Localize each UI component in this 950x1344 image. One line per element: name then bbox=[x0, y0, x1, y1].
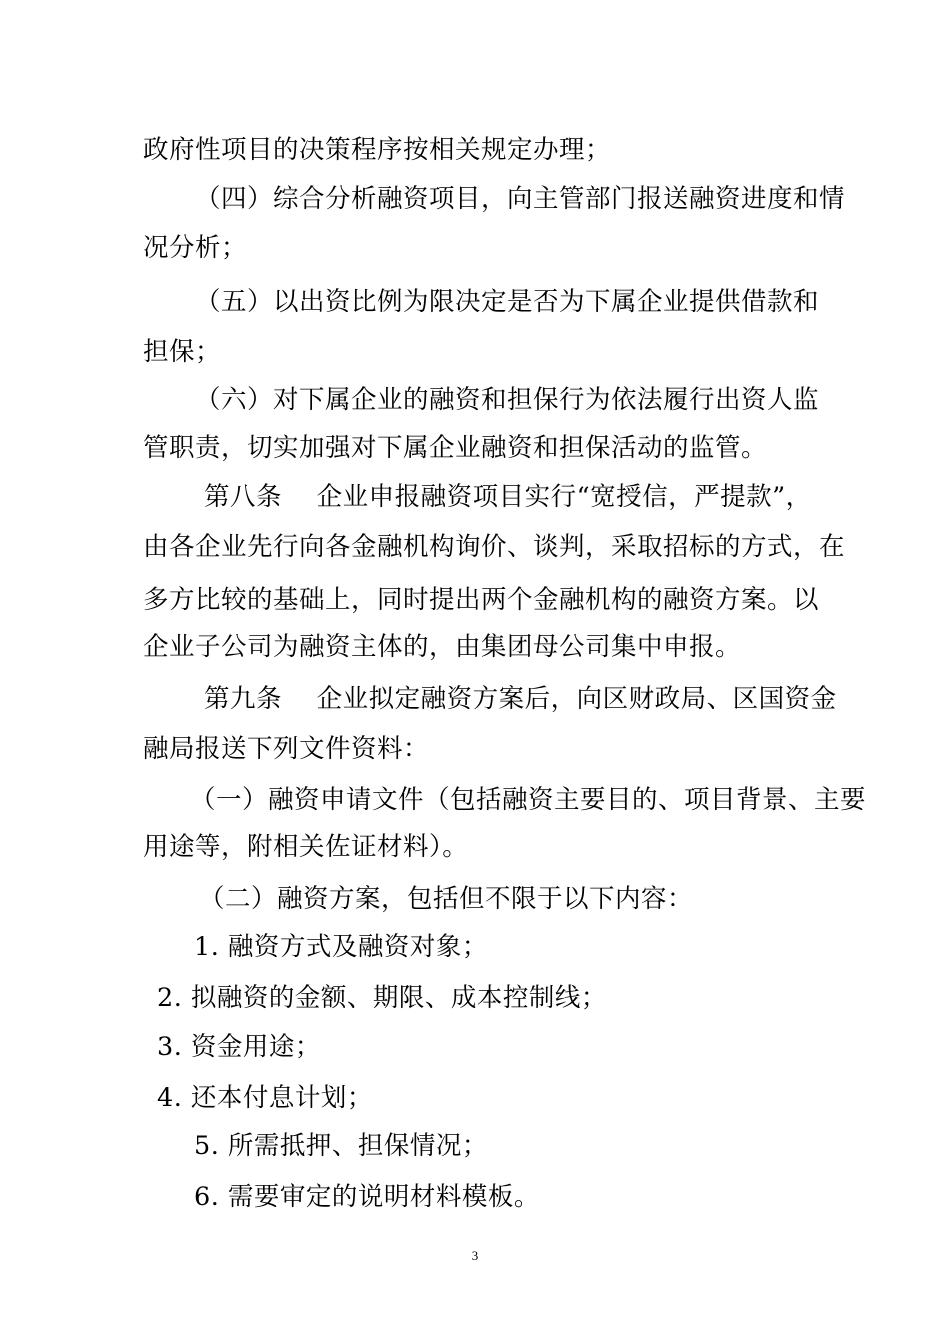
text-line: 融局报送下列文件资料： bbox=[143, 734, 430, 764]
text-line: （四）综合分析融资项目，向主管部门报送融资进度和情 bbox=[195, 184, 846, 214]
text-line: 管职责，切实加强对下属企业融资和担保活动的监管。 bbox=[143, 433, 768, 463]
text-line: （五）以出资比例为限决定是否为下属企业提供借款和 bbox=[195, 287, 820, 317]
text-line: 企业子公司为融资主体的，由集团母公司集中申报。 bbox=[143, 632, 742, 662]
text-line: 由各企业先行向各金融机构询价、谈判，采取招标的方式，在 bbox=[143, 532, 846, 562]
text-line: 6. 需要审定的说明材料模板。 bbox=[194, 1182, 540, 1212]
text-line: 第九条 企业拟定融资方案后，向区财政局、区国资金 bbox=[204, 684, 837, 714]
text-line: 2. 拟融资的金额、期限、成本控制线； bbox=[157, 983, 607, 1013]
text-line: 5. 所需抵押、担保情况； bbox=[194, 1131, 488, 1161]
text-line: 多方比较的基础上，同时提出两个金融机构的融资方案。以 bbox=[143, 585, 820, 615]
text-line: 政府性项目的决策程序按相关规定办理； bbox=[143, 135, 612, 165]
page-number: 3 bbox=[471, 1248, 479, 1263]
text-line: 4. 还本付息计划； bbox=[157, 1083, 373, 1113]
text-line: 担保； bbox=[143, 337, 222, 367]
text-line: 第八条 企业申报融资项目实行“宽授信，严提款”， bbox=[204, 482, 812, 512]
text-line: 3. 资金用途； bbox=[157, 1032, 321, 1062]
text-line: （一）融资申请文件（包括融资主要目的、项目背景、主要 bbox=[190, 785, 867, 815]
text-line: （六）对下属企业的融资和担保行为依法履行出资人监 bbox=[195, 385, 820, 415]
text-line: 况分析； bbox=[143, 233, 248, 263]
text-line: 用途等，附相关佐证材料）。 bbox=[143, 832, 469, 862]
text-line: （二）融资方案，包括但不限于以下内容： bbox=[199, 884, 694, 914]
text-line: 1. 融资方式及融资对象； bbox=[194, 932, 488, 962]
